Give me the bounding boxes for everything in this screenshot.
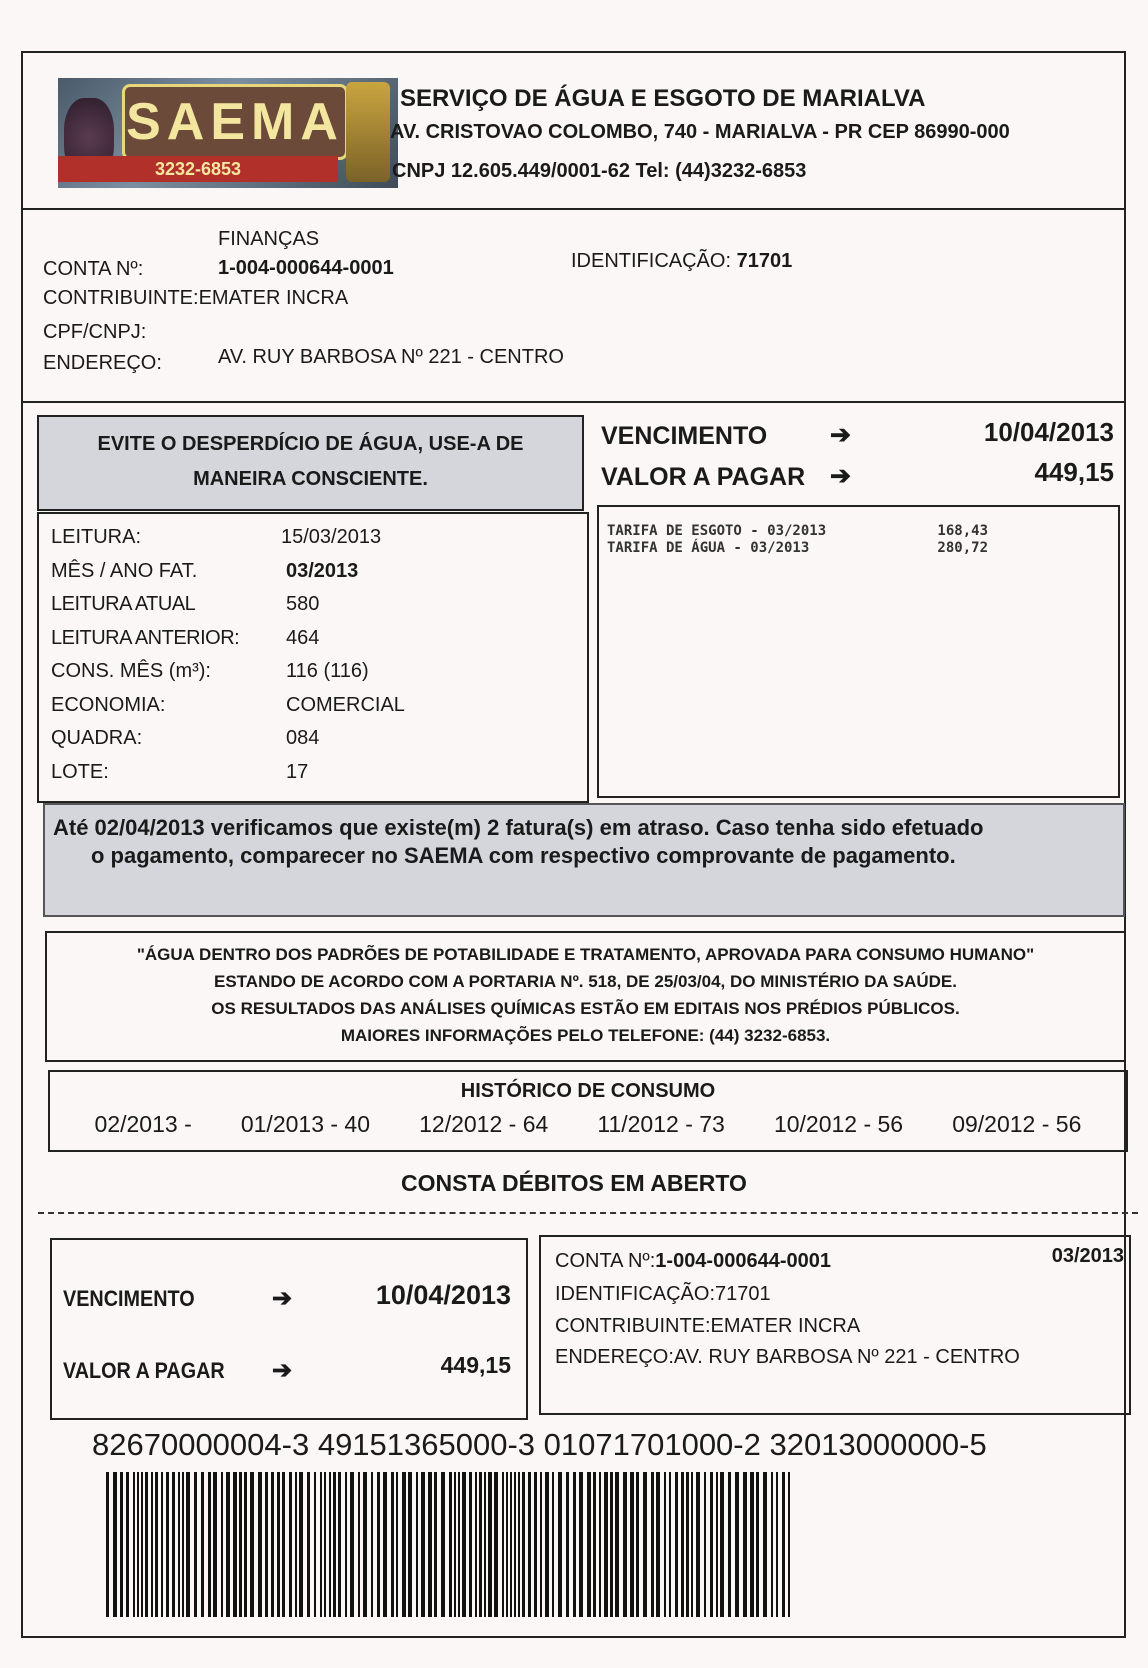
stub-payment-box	[50, 1238, 528, 1420]
barcode-bar	[428, 1472, 432, 1617]
barcode-bar	[345, 1472, 347, 1617]
barcode-bar	[534, 1472, 537, 1617]
contributor-value: EMATER INCRA	[198, 287, 349, 309]
company-cnpj-tel: CNPJ 12.605.449/0001-62 Tel: (44)3232-6853	[392, 160, 807, 182]
barcode-bar	[338, 1472, 341, 1617]
barcode-bar	[587, 1472, 591, 1617]
barcode-bar	[782, 1472, 785, 1617]
reading-value: 580	[286, 593, 320, 615]
barcode-bar	[250, 1472, 254, 1617]
warning-line2: o pagamento, comparecer no SAEMA com respectivo comprovante de pagamento.	[91, 843, 956, 868]
barcode-bar	[416, 1472, 418, 1617]
barcode-bar	[664, 1472, 666, 1617]
barcode-bar	[788, 1472, 790, 1617]
stub-due-value: 10/04/2013	[375, 1280, 511, 1310]
barcode-bar	[528, 1472, 531, 1617]
section-label: FINANÇAS	[218, 228, 320, 250]
barcode-bar	[194, 1472, 197, 1617]
reading-value: 03/2013	[286, 559, 359, 582]
barcode-bar	[502, 1472, 504, 1617]
barcode-bar	[522, 1472, 525, 1617]
reading-value: 084	[286, 727, 320, 749]
barcode-bar	[329, 1472, 331, 1617]
tariff-box	[597, 505, 1120, 798]
barcode-bar	[643, 1472, 647, 1617]
barcode-bar	[449, 1472, 452, 1617]
barcode-bar	[289, 1472, 292, 1617]
barcode-bar	[377, 1472, 380, 1617]
potability-line: MAIORES INFORMAÇÕES PELO TELEFONE: (44) 3232-6853.	[340, 1026, 831, 1045]
reading-box	[37, 512, 589, 803]
barcode-bar	[494, 1472, 498, 1617]
barcode-bar	[233, 1472, 237, 1617]
barcode-bar	[675, 1472, 678, 1617]
barcode-digits: 82670000004-3 49151365000-3 01071701000-2 32013000000-5	[92, 1427, 987, 1462]
barcode-bar	[151, 1472, 153, 1617]
barcode-bar	[208, 1472, 211, 1617]
barcode-bar	[178, 1472, 180, 1617]
barcode-bar	[475, 1472, 477, 1617]
barcode-bar	[126, 1472, 129, 1617]
barcode-bar	[518, 1472, 520, 1617]
barcode-bar	[710, 1472, 713, 1617]
amount-value: 449,15	[1034, 457, 1114, 487]
tariff-label: TARIFA DE ESGOTO - 03/2013	[607, 523, 827, 539]
barcode-bar	[776, 1472, 778, 1617]
barcode-bar	[421, 1472, 425, 1617]
arrow-icon: ➔	[272, 1357, 293, 1384]
barcode-bar	[728, 1472, 731, 1617]
barcode-bar	[704, 1472, 706, 1617]
reading-label: QUADRA:	[51, 727, 143, 749]
barcode-bar	[314, 1472, 316, 1617]
barcode-bar	[462, 1472, 466, 1617]
arrow-icon: ➔	[830, 462, 851, 490]
stub-contributor: CONTRIBUINTE:EMATER INCRA	[555, 1315, 861, 1337]
barcode-bar	[610, 1472, 613, 1617]
reading-label: CONS. MÊS (m³):	[51, 660, 211, 682]
barcode-bar	[295, 1472, 297, 1617]
barcode-bar	[402, 1472, 406, 1617]
stub-identification: IDENTIFICAÇÃO:71701	[555, 1283, 771, 1305]
barcode-bar	[540, 1472, 542, 1617]
notice-line2: MANEIRA CONSCIENTE.	[193, 468, 428, 490]
barcode-bar	[454, 1472, 456, 1617]
barcode-bar	[155, 1472, 158, 1617]
due-date-value: 10/04/2013	[983, 417, 1114, 447]
barcode-bar	[299, 1472, 303, 1617]
barcode-bar	[573, 1472, 576, 1617]
reading-label: ECONOMIA:	[51, 693, 166, 716]
stub-amount-label: VALOR A PAGAR	[63, 1358, 225, 1383]
cut-line	[38, 1212, 1138, 1214]
barcode-bar	[506, 1472, 508, 1617]
tariff-label: TARIFA DE ÁGUA - 03/2013	[607, 540, 810, 556]
barcode-bar	[756, 1472, 759, 1617]
barcode-bar	[615, 1472, 619, 1617]
stub-account-number: 1-004-000644-0001	[655, 1250, 831, 1272]
potability-line: OS RESULTADOS DAS ANÁLISES QUÍMICAS ESTÃO EM EDITAIS NOS PRÉDIOS PÚBLICOS.	[211, 999, 960, 1018]
potability-line: "ÁGUA DENTRO DOS PADRÕES DE POTABILIDADE E TRATAMENTO, APROVADA PARA CONSUMO HUMANO"	[136, 945, 1035, 964]
barcode-bar	[651, 1472, 654, 1617]
barcode-bar	[408, 1472, 412, 1617]
barcode-bar	[182, 1472, 184, 1617]
barcode-bar	[696, 1472, 700, 1617]
barcode-bar	[201, 1472, 204, 1617]
contributor-label: CONTRIBUINTE:	[43, 287, 199, 309]
barcode-bar	[258, 1472, 262, 1617]
barcode-bar	[137, 1472, 139, 1617]
reading-value: COMERCIAL	[286, 693, 405, 716]
reading-value: 116 (116)	[286, 660, 369, 682]
open-debts-notice: CONSTA DÉBITOS EM ABERTO	[401, 1170, 747, 1196]
barcode-bar	[750, 1472, 754, 1617]
barcode-bar	[141, 1472, 143, 1617]
barcode-bar	[434, 1472, 437, 1617]
potability-line: ESTANDO DE ACORDO COM A PORTARIA Nº. 518, DE 25/03/04, DO MINISTÉRIO DA SAÚDE.	[214, 972, 957, 991]
tariff-row	[607, 540, 1108, 557]
account-number: 1-004-000644-0001	[218, 257, 394, 279]
history-item: 12/2012 - 64	[419, 1111, 549, 1137]
barcode-bar	[221, 1472, 223, 1617]
barcode-bar	[545, 1472, 549, 1617]
warning-line1: Até 02/04/2013 verificamos que existe(m) 2 fatura(s) em atraso. Caso tenha sido efetuado	[53, 815, 984, 840]
address-value: AV. RUY BARBOSA Nº 221 - CENTRO	[218, 346, 564, 368]
valve-icon	[346, 82, 390, 182]
barcode-bar	[161, 1472, 163, 1617]
identification-value: 71701	[736, 250, 793, 272]
barcode-bar	[458, 1472, 460, 1617]
barcode-bar	[166, 1472, 169, 1617]
barcode-bar	[358, 1472, 360, 1617]
history-item: 11/2012 - 73	[597, 1111, 725, 1137]
barcode-bar	[479, 1472, 482, 1617]
arrow-icon: ➔	[272, 1285, 293, 1312]
barcode-bar	[441, 1472, 445, 1617]
barcode-bar	[488, 1472, 492, 1617]
barcode-bar	[552, 1472, 554, 1617]
reading-label: LEITURA ANTERIOR:	[51, 626, 240, 649]
company-name: SERVIÇO DE ÁGUA E ESGOTO DE MARIALVA	[400, 85, 926, 112]
barcode-bar	[396, 1472, 398, 1617]
barcode-bar	[239, 1472, 242, 1617]
notice-box	[37, 415, 584, 511]
stub-due-label: VENCIMENTO	[63, 1286, 195, 1311]
barcode-bar	[604, 1472, 608, 1617]
barcode-bar	[350, 1472, 354, 1617]
barcode-bar	[391, 1472, 394, 1617]
barcode-bar	[186, 1472, 190, 1617]
barcode-bar	[720, 1472, 724, 1617]
barcode-bar	[133, 1472, 135, 1617]
barcode-bar	[120, 1472, 123, 1617]
stub-reference: 03/2013	[1051, 1245, 1124, 1267]
barcode-bar	[324, 1472, 326, 1617]
barcode-bar	[599, 1472, 601, 1617]
barcode-bar	[743, 1472, 747, 1617]
barcode-bar	[691, 1472, 693, 1617]
barcode-bar	[113, 1472, 117, 1617]
barcode-bar	[510, 1472, 512, 1617]
barcode-bar	[630, 1472, 634, 1617]
address-label: ENDEREÇO:	[43, 352, 162, 374]
history-title: HISTÓRICO DE CONSUMO	[460, 1080, 716, 1102]
barcode-bar	[579, 1472, 583, 1617]
barcode-bar	[333, 1472, 336, 1617]
potability-box	[45, 931, 1126, 1062]
barcode-bar	[681, 1472, 684, 1617]
barcode-bar	[282, 1472, 285, 1617]
tariff-value: 280,72	[937, 540, 988, 556]
barcode-bar	[226, 1472, 230, 1617]
barcode-bar	[320, 1472, 322, 1617]
late-invoice-warning	[43, 803, 1125, 917]
barcode-bar	[623, 1472, 627, 1617]
barcode-bar	[371, 1472, 373, 1617]
history-item: 10/2012 - 56	[773, 1111, 904, 1137]
barcode-bar	[656, 1472, 660, 1617]
history-item: 01/2013 - 40	[240, 1111, 371, 1137]
due-date-label: VENCIMENTO	[601, 422, 768, 450]
reading-value: 464	[286, 626, 320, 649]
barcode-bar	[558, 1472, 562, 1617]
barcode	[106, 1472, 796, 1617]
cpf-label: CPF/CNPJ:	[43, 321, 147, 343]
barcode-bar	[636, 1472, 639, 1617]
barcode-bar	[271, 1472, 274, 1617]
tariff-row	[607, 523, 1108, 540]
barcode-bar	[106, 1472, 109, 1617]
barcode-bar	[469, 1472, 472, 1617]
reading-value: 17	[286, 760, 309, 783]
reading-label: LEITURA ATUAL	[51, 593, 196, 615]
notice-line1: EVITE O DESPERDÍCIO DE ÁGUA, USE-A DE	[97, 433, 524, 455]
barcode-bar	[514, 1472, 516, 1617]
barcode-bar	[383, 1472, 387, 1617]
identification-label: IDENTIFICAÇÃO:	[571, 250, 732, 272]
reading-label: MÊS / ANO FAT.	[51, 559, 198, 582]
barcode-bar	[277, 1472, 280, 1617]
barcode-bar	[669, 1472, 671, 1617]
reading-label: LEITURA:	[51, 526, 142, 548]
barcode-bar	[172, 1472, 175, 1617]
barcode-bar	[307, 1472, 310, 1617]
saema-logo	[58, 78, 398, 188]
barcode-bar	[145, 1472, 148, 1617]
amount-label: VALOR A PAGAR	[601, 463, 806, 491]
barcode-bar	[716, 1472, 718, 1617]
barcode-bar	[484, 1472, 486, 1617]
company-address: AV. CRISTOVAO COLOMBO, 740 - MARIALVA - PR CEP 86990-000	[390, 121, 1010, 143]
barcode-bar	[213, 1472, 217, 1617]
barcode-bar	[686, 1472, 689, 1617]
stub-account-label: CONTA Nº:	[555, 1250, 656, 1272]
barcode-bar	[763, 1472, 767, 1617]
history-item: 09/2012 - 56	[952, 1111, 1082, 1137]
logo-phone: 3232-6853	[58, 156, 338, 182]
history-item: 02/2013 -	[94, 1111, 192, 1137]
barcode-bar	[771, 1472, 773, 1617]
barcode-bar	[735, 1472, 739, 1617]
tariff-value: 168,43	[937, 523, 988, 539]
barcode-bar	[265, 1472, 268, 1617]
stub-address: ENDEREÇO:AV. RUY BARBOSA Nº 221 - CENTRO	[555, 1346, 1020, 1368]
logo-wordmark: SAEMA	[122, 84, 348, 160]
barcode-bar	[566, 1472, 569, 1617]
barcode-bar	[363, 1472, 367, 1617]
barcode-bar	[593, 1472, 596, 1617]
account-number-label: CONTA Nº:	[43, 258, 144, 280]
reading-label: LOTE:	[51, 760, 109, 783]
history-box	[48, 1070, 1128, 1152]
reading-value: 15/03/2013	[281, 526, 382, 548]
barcode-bar	[244, 1472, 247, 1617]
stub-amount-value: 449,15	[440, 1352, 511, 1378]
arrow-icon: ➔	[830, 421, 851, 449]
